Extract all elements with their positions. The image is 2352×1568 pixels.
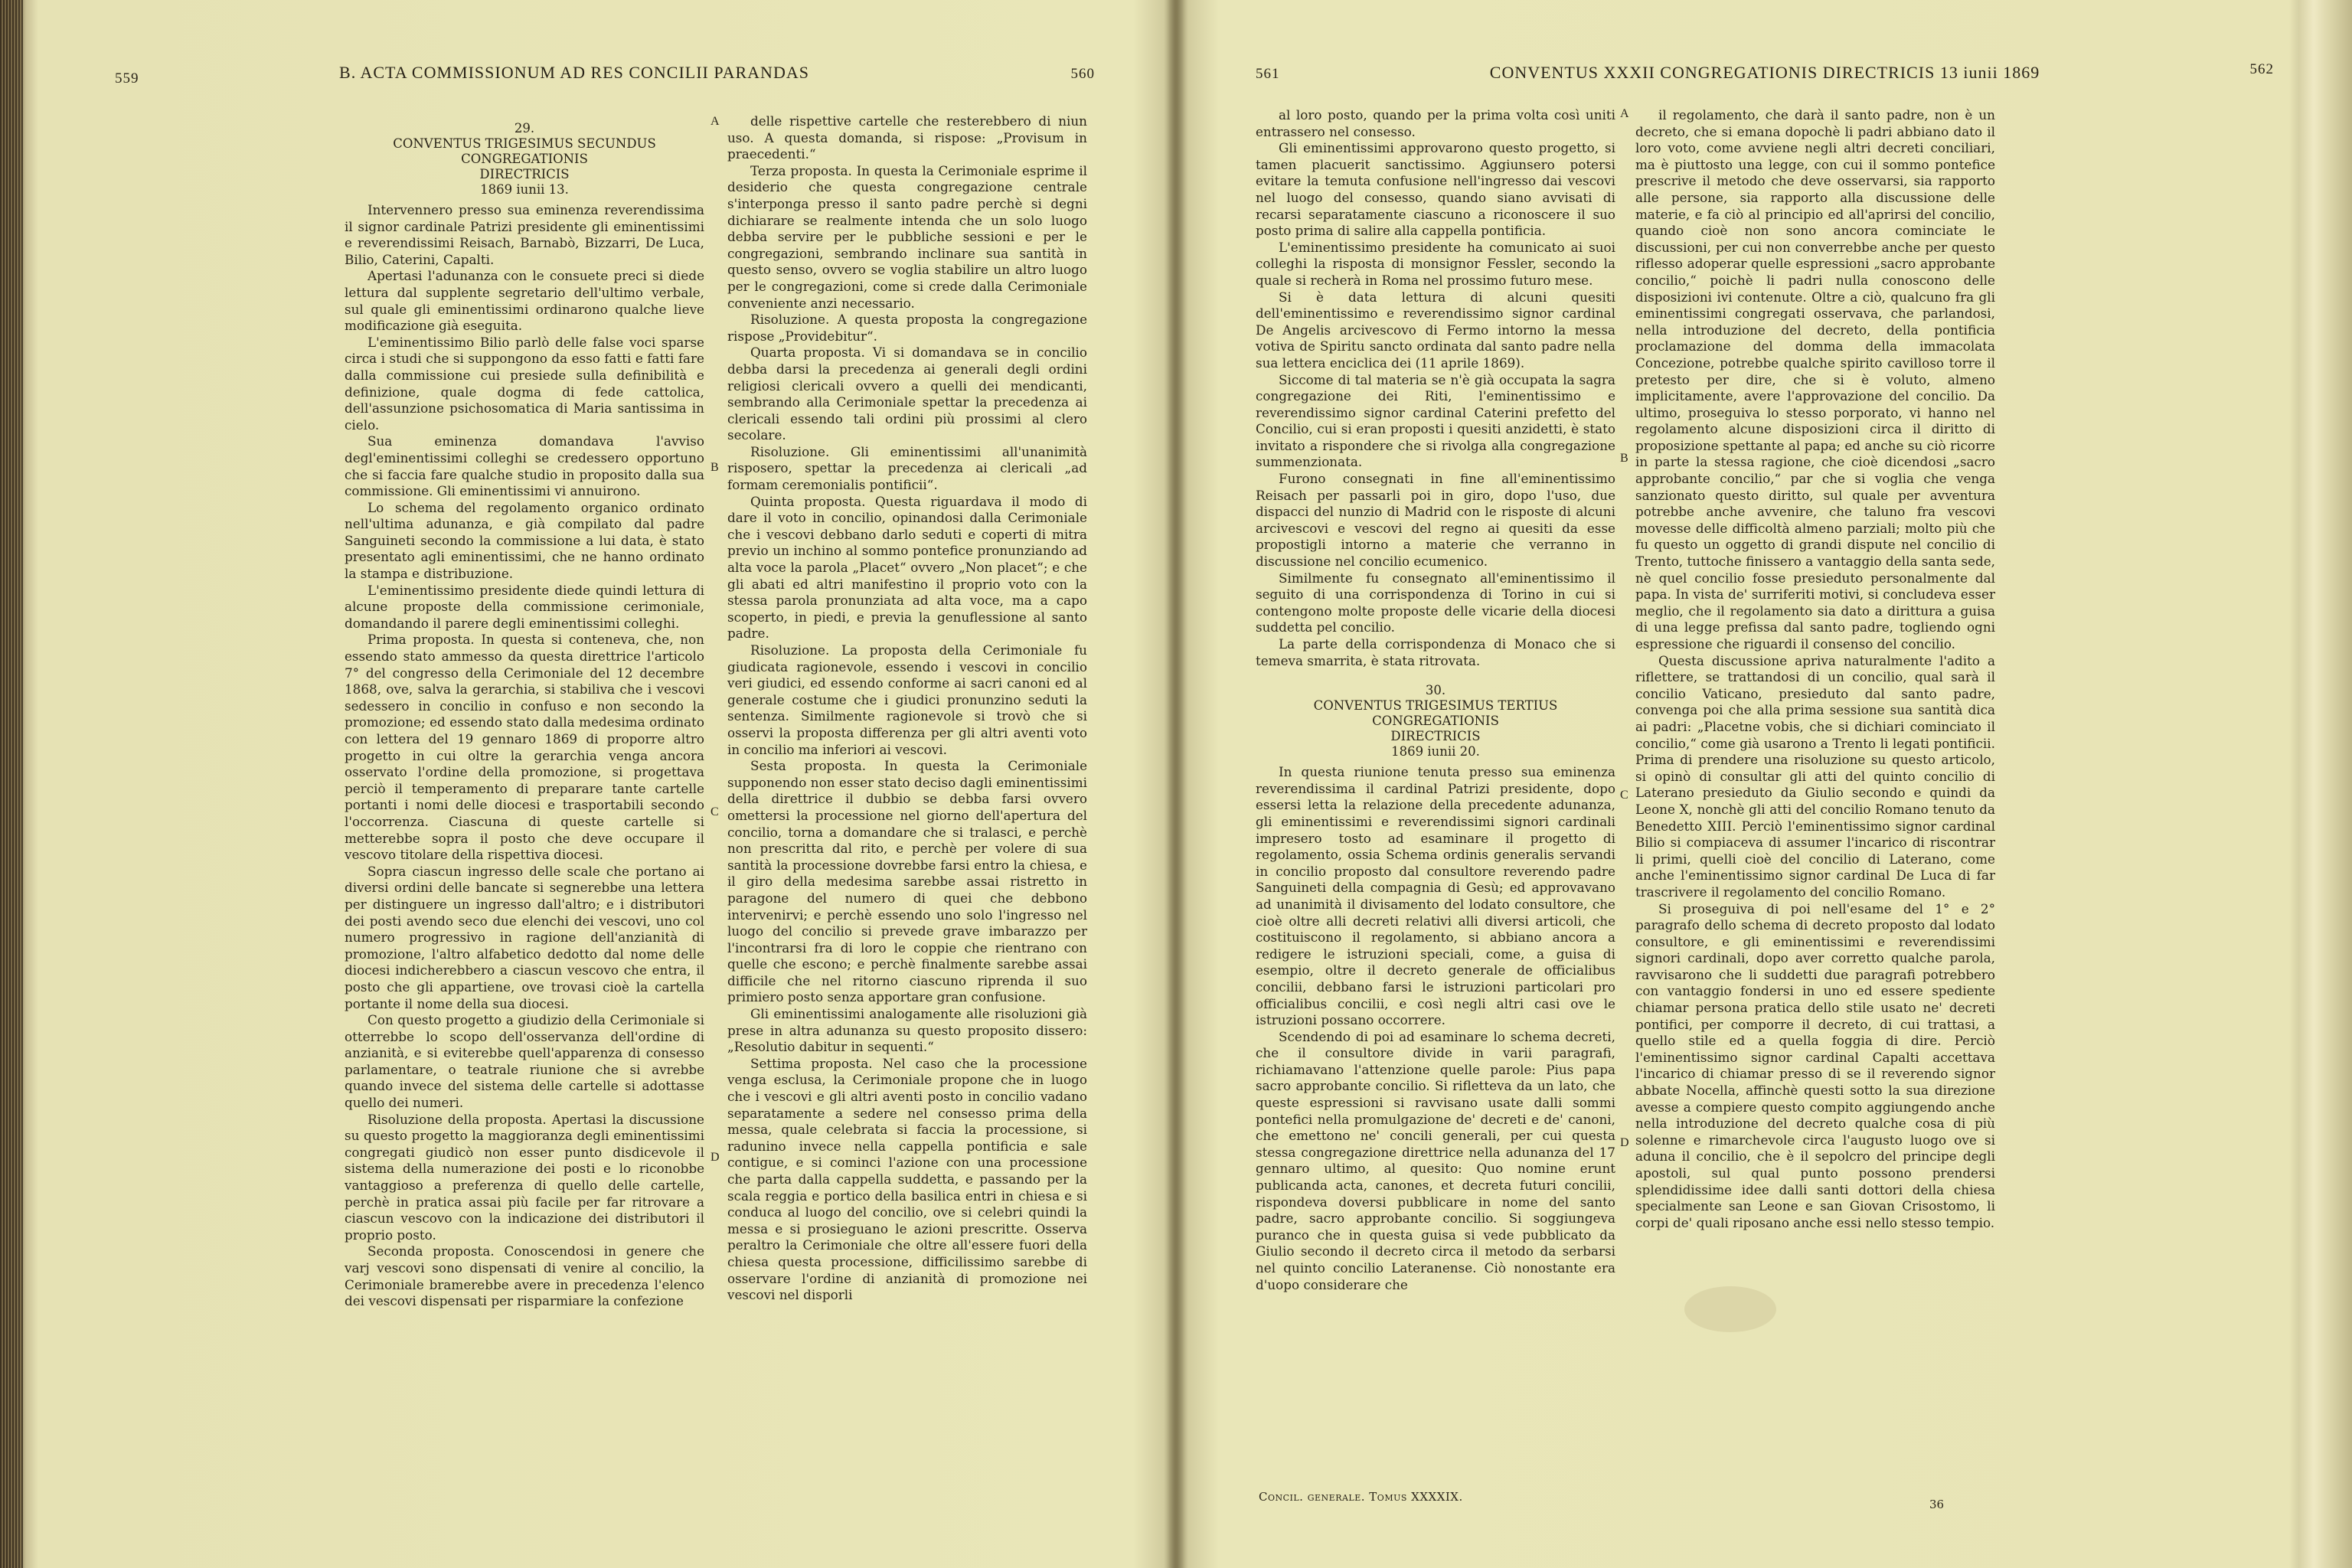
paragraph: Seconda proposta. Conoscendosi in genere che varj vescovi sono dispensati di venire al concilio, la Cerimoniale bramerebbe avere in precedenza l'elenco dei vescovi dispensati per risparmiare la confezione — [345, 1243, 704, 1309]
paragraph-list — [727, 113, 1087, 1304]
text-column-b — [727, 113, 1087, 1304]
footer-signature: Concil. generale. Tomus XXXXIX. — [1259, 1490, 1463, 1504]
paragraph: Sopra ciascun ingresso delle scale che portano ai diversi ordini delle bancate si segnerebbe una lettera per distinguere un ingresso dall'altro; e i distributori dei posti avendo seco due elenchi dei vescovi, uno col numero progressivo in ragione dell'anzianità di promozione, l'altro alfabetico dedotto dal nome delle diocesi indicherebbero a ciascun vescovo che entra, il posto che gli appartiene, ove trovasi cioè la cartella portante il nome della sua diocesi. — [345, 863, 704, 1011]
margin-letter: C — [710, 805, 719, 818]
paragraph: L'eminentissimo Bilio parlò delle false voci sparse circa i studi che si suppongono da esso fatti e fatti fare dalla commissione cui presiede sulla definibilità e definizione, quale dogma di fede cattolica, dell'assunzione psichosomatica di Maria santissima in cielo. — [345, 334, 704, 433]
paragraph: Si è data lettura di alcuni quesiti dell'eminentissimo e reverendissimo signor cardinal De Angelis arcivescovo di Fermo intorno la messa votiva de Spiritu sancto ordinata dal santo padre nella sua lettera enciclica dei (11 aprile 1869). — [1256, 289, 1615, 371]
margin-letter: B — [710, 461, 719, 474]
paragraph: Settima proposta. Nel caso che la processione venga esclusa, la Cerimoniale propone che in luogo che i vescovi e gli altri aventi posto in concilio vadano separatamente a sedere nel consesso prima della messa, quale celebrata si faccia la processione, si radunino invece nella cappella pontificia e sale contigue, e si cominci l'azione con una processione che parta dalla cappella suddetta, e passando per la scala reggia e portico della basilica entri in chiesa e si conduca al luogo del concilio, ove si celebri quindi la messa e si prosieguano le azioni prescritte. Osserva peraltro la Cerimoniale che oltre all'essere fuori della chiesa questa processione, difficilissimo sarebbe di osservare l'ordine di anzianità di promozione nei vescovi nel disporli — [727, 1055, 1087, 1303]
paragraph: La parte della corrispondenza di Monaco che si temeva smarrita, è stata ritrovata. — [1256, 636, 1615, 668]
paragraph: delle rispettive cartelle che resterebbero di niun uso. A questa domanda, si rispose: „Provisum in praecedenti.“ — [727, 113, 1087, 162]
paragraph: Risoluzione. Gli eminentissimi all'unanimità risposero, spettar la precedenza ai clericali „ad formam ceremonialis pontificii“. — [727, 443, 1087, 493]
text-column-a — [345, 113, 704, 1310]
margin-letter: D — [710, 1151, 720, 1164]
heading-date: 1869 iunii 20. — [1391, 744, 1480, 760]
paragraph: Furono consegnati in fine all'eminentissimo Reisach per passarli poi in giro, dopo l'uso, due dispacci del nunzio di Madrid con le risposte di alcuni arcivescovi e vescovi del regno ai quesiti da esse propostigli intorno a materie che verranno in discussione nel concilio ecumenico. — [1256, 471, 1615, 570]
margin-letter: A — [1620, 107, 1629, 120]
margin-letter: D — [1620, 1136, 1629, 1149]
paragraph: Quarta proposta. Vi si domandava se in concilio debba darsi la precedenza ai generali degli ordini religiosi clericali ovvero a quelli dei mendicanti, sembrando alla Cerimoniale spettar la precedenza ai clericali essendo tali ordini più prossimi al clero secolare. — [727, 345, 1087, 443]
book-gutter — [1164, 0, 1188, 1568]
paragraph: Si proseguiva di poi nell'esame del 1° e 2° paragrafo dello schema di decreto proposto dal lodato consultore, e gli eminentissimi e reverendissimi signori cardinali, dopo aver corretto qualche parola, ravvisarono che li suddetti due paragrafi potrebbero con vantaggio fondersi in uno ed essere spediente chiamar persona pratica dello stile usato ne' decreti pontifici, per comporre il decreto, di cui trattasi, a quello stile ed a quella foggia di dire. Perciò l'eminentissimo signor cardinal Capalti accettava l'incarico di chiamar presso di se il reverendo signor abbate Nocella, affinchè questi sotto la sua direzione avesse a compiere questo compito aggiungendo anche nella introduzione del decreto qualche cosa di più solenne e rimarchevole circa l'augusto luogo ove si aduna il concilio, che è il sepolcro del principe degli apostoli, sul qual punto possono prendersi splendidissime idee dalli santi dottori della chiesa specialmente san Leone e san Giovan Crisostomo, li corpi de' quali riposano anche essi nello stesso tempio. — [1635, 900, 1995, 1230]
right-page — [1240, 0, 2289, 1568]
paragraph: Sua eminenza domandava l'avviso degl'eminentissimi colleghi se credessero opportuno che si faccia fare qualche studio in proposito dalla sua commissione. Gli eminentissimi vi annuirono. — [345, 433, 704, 499]
paragraph: Questa discussione apriva naturalmente l'adito a riflettere, se trattandosi di un concilio, qual sarà il concilio Vaticano, presieduto dal santo padre, convenga poi che alla prima sessione sua santità dica ai padri: „Placetne vobis, che si dichiari cominciato il concilio,“ come già usarono a Trento li legati pontificii. Prima di prendere una risoluzione su questo articolo, si opinò di consultar gli atti del quinto concilio di Laterano presieduto da Giulio secondo e quindi da Leone X, nonchè gli atti del concilio Romano tenuto da Benedetto XIII. Perciò l'eminentissimo signor cardinal Bilio si compiaceva di assumer l'incarico di riscontrar li primi, quelli cioè del concilio di Laterano, come anche l'eminentissimo signor cardinal De Luca di far trascrivere il regolamento del concilio Romano. — [1635, 652, 1995, 900]
section-number: 29. — [514, 121, 535, 136]
paragraph: Risoluzione della proposta. Apertasi la discussione su questo progetto la maggioranza degli eminentissimi congregati giudicò non esser punto disdicevole il sistema della numerazione dei posti e lo riconobbe vantaggioso a preferenza di quello delle cartelle, perchè in pratica assai più facile per far ritrovare a ciascun vescovo con la indicazione dei distributori il proprio posto. — [345, 1111, 704, 1243]
book-edge-right — [2298, 0, 2352, 1568]
paragraph-list — [1635, 107, 1995, 1231]
paragraph: Gli eminentissimi approvarono questo progetto, si tamen placuerit sanctissimo. Aggiunsero potersi evitare la temuta confusione nell'ingresso dai vescovi nel luogo del consesso, quando siano avvisati di recarsi separatamente ciascuno a riconoscere il suo posto prima di salire alla cappella pontificia. — [1256, 140, 1615, 239]
book-edge-left — [0, 0, 23, 1568]
heading-line: CONVENTUS TRIGESIMUS SECUNDUS CONGREGATIONIS — [393, 136, 656, 166]
page-number: 560 — [1070, 66, 1095, 82]
paragraph: Risoluzione. La proposta della Cerimoniale fu giudicata ragionevole, essendo i vescovi in concilio veri giudici, ed essendo conforme ai sacri canoni ed al generale costume che i giudici pronunzino seduti la sentenza. Similmente ragionevole si trovò che si osservi la proposta differenza per gli altri aventi voto in concilio ma inferiori ai vescovi. — [727, 642, 1087, 757]
paragraph: Similmente fu consegnato all'eminentissimo il seguito di una corrispondenza di Torino in cui si contengono molte proposte delle vicarie della diocesi suddetta pel concilio. — [1256, 570, 1615, 635]
paragraph: Siccome di tal materia se n'è già occupata la sagra congregazione dei Riti, l'eminentissimo e reverendissimo signor cardinal Caterini prefetto del Concilio, cui si eran proposti i quesiti anzidetti, è stato invitato a rispondere che si rivolga alla congregazione summenzionata. — [1256, 371, 1615, 470]
paragraph: L'eminentissimo presidente ha comunicato ai suoi colleghi la risposta di monsignor Fessler, secondo la quale si recherà in Roma nel prossimo futuro mese. — [1256, 239, 1615, 288]
right-running-head — [1256, 57, 2274, 87]
heading-date: 1869 iunii 13. — [480, 182, 569, 197]
left-running-head — [115, 57, 1095, 87]
heading-line: DIRECTRICIS — [1390, 729, 1481, 744]
running-title: B. ACTA COMMISSIONUM AD RES CONCILII PARANDAS — [339, 63, 809, 82]
section-heading — [345, 121, 704, 198]
left-page — [46, 0, 1102, 1568]
paragraph: Prima proposta. In questa si conteneva, che, non essendo stato ammesso da questa direttrice l'articolo 7° del congresso della Cerimoniale del 12 decembre 1868, ove, salva la gerarchia, si stabiliva che i vescovi sedessero in concilio in confuso e non secondo la promozione; ed essendo stato dalla medesima ordinato con lettera del 19 gennaro 1869 di proporre altro progetto in cui oltre la gerarchia venga ancora osservato l'ordine della promozione, si progettava perciò il temperamento di preparare tante cartelle portanti i nomi delle diocesi e trasportabili secondo l'occorrenza. Ciascuna di queste cartelle si metterebbe sopra il posto che deve occupare il vescovo titolare della rispettiva diocesi. — [345, 632, 704, 863]
running-title: CONVENTUS XXXII CONGREGATIONIS DIRECTRICIS 13 iunii 1869 — [1489, 63, 2040, 82]
paragraph: Gli eminentissimi analogamente alle risoluzioni già prese in altra adunanza su questo proposito dissero: „Resolutio dabitur in sequenti.“ — [727, 1006, 1087, 1055]
paragraph-list — [345, 202, 704, 1310]
margin-letter: B — [1620, 452, 1628, 465]
paragraph: Sesta proposta. In questa la Cerimoniale supponendo non esser stato deciso dagli eminentissimi della direttrice il dubbio se debba farsi ovvero omettersi la processione nel giorno dell'apertura del concilio, torna a domandare che si tralasci, e perchè non prescritta dal rito, e perchè per volere di sua santità la processione dovrebbe farsi entro la chiesa, e il giro della medesima sarebbe assai ristretto in paragone del numero di quei che debbono intervenirvi; e perchè essendo uno solo l'ingresso nel luogo del concilio si prevede grave imbarazzo per l'incontrarsi fra di loro le coppie che rientrano con quelle che escono; e perchè finalmente sarebbe assai difficile che nel ritorno ciascuno riprenda il suo primiero posto senza apportare gran confusione. — [727, 758, 1087, 1005]
paragraph: Lo schema del regolamento organico ordinato nell'ultima adunanza, e già compilato dal padre Sanguineti secondo la commissione a lui data, è stato presentato agli eminentissimi, che ne hanno ordinato la stampa e distribuzione. — [345, 499, 704, 582]
sheet-number: 36 — [1929, 1498, 1945, 1511]
paragraph: L'eminentissimo presidente diede quindi lettura di alcune proposte della commissione cerimoniale, domandando il parere degli eminentissimi colleghi. — [345, 582, 704, 631]
text-column-c — [1256, 107, 1615, 1293]
heading-line: DIRECTRICIS — [479, 167, 570, 181]
page-number: 559 — [115, 70, 139, 87]
section-heading — [1256, 683, 1615, 760]
paper-stain — [1684, 1286, 1776, 1332]
paragraph: Intervennero presso sua eminenza reverendissima il signor cardinale Patrizi presidente gli eminentissimi e reverendissimi Reisach, Barnabò, Bizzarri, De Luca, Bilio, Caterini, Capalti. — [345, 202, 704, 267]
page-number: 562 — [2249, 61, 2274, 77]
paragraph-list — [1256, 764, 1615, 1293]
paragraph: il regolamento, che darà il santo padre, non è un decreto, che si emana dopochè li padri abbiano dato il loro voto, come avviene negli altri decreti conciliari, ma è piuttosto una legge, con cui il sommo pontefice prescrive il metodo che deve osservarsi, sia rapporto alle persone, sia rapporto alla discussione delle materie, e fa ciò al principio ed all'aprirsi del concilio, quando cioè non sono ancora cominciate le discussioni, per cui non converrebbe anche per questo riflesso adoperar quelle espressioni „sacro approbante concilio,“ poichè li padri nulla conoscono delle disposizioni ivi contenute. Oltre a ciò, qualcuno fra gli eminentissimi congregati osservava, che parlandosi, nella introduzione del decreto, della pontificia proclamazione del domma della immacolata Concezione, potrebbe qualche spirito cavilloso torre il pretesto per dire, che si è voluto, almeno implicitamente, avere l'approvazione del concilio. Da ultimo, proseguiva lo stesso porporato, vi hanno nel regolamento alcune disposizioni circa il diritto di proposizione spettante al papa; ed anche su ciò ricorre in parte la stessa ragione, che cioè dicendosi „sacro approbante concilio,“ par che si voglia che venga sanzionato questo diritto, sul quale per avventura potrebbe anche avvenire, che taluno fra vescovi movesse delle difficoltà almeno parziali; molto più che fu questo un oggetto di grandi dispute nel concilio di Trento, tuttoche finissero a vantaggio della santa sede, nè quel concilio fosse presieduto personalmente dal papa. In vista de' surriferiti motivi, si concludeva esser meglio, che il regolamento sia dato a dirittura a guisa di una legge prefissa dal santo padre, togliendo ogni espressione che riguardi il consenso del concilio. — [1635, 107, 1995, 652]
page-number: 561 — [1256, 66, 1280, 82]
section-number: 30. — [1425, 683, 1446, 698]
paragraph: Con questo progetto a giudizio della Cerimoniale si otterrebbe lo scopo dell'osservanza dell'ordine di anzianità, e si eviterebbe quell'apparenza di consesso parlamentare, o teatrale riunione che si avrebbe quando invece del sistema delle cartelle si adottasse quello dei numeri. — [345, 1012, 704, 1111]
margin-letter: C — [1620, 789, 1628, 802]
heading-line: CONVENTUS TRIGESIMUS TERTIUS CONGREGATIONIS — [1313, 698, 1558, 729]
paragraph: In questa riunione tenuta presso sua eminenza reverendissima il cardinal Patrizi presidente, dopo essersi letta la relazione della precedente adunanza, gli eminentissimi e reverendissimi signori cardinali impresero tosto ad esaminare il progetto di regolamento, ossia Schema ordinis generalis servandi in concilio proposto dal consultore reverendo padre Sanguineti della compagnia di Gesù; ed approvavano ad unanimità il divisamento del lodato consultore, che cioè oltre alli decreti relativi alli diversi articoli, che costituiscono il regolamento, si abbiano ancora a redigere le istruzioni speciali, come, a guisa di esempio, oltre il decreto generale de officialibus concilii, debbano farsi le istruzioni particolari pro officialibus concilii, e così negli altri casi ove le istruzioni possano occorrere. — [1256, 764, 1615, 1028]
paragraph: Risoluzione. A questa proposta la congregazione rispose „Providebitur“. — [727, 312, 1087, 344]
paragraph-list — [1256, 107, 1615, 669]
text-column-d — [1635, 107, 1995, 1231]
paragraph: Scendendo di poi ad esaminare lo schema decreti, che il consultore divide in varii paragrafi, richiamavano l'attenzione quelle parole: Pius papa sacro approbante concilio. Si rifletteva da un lato, che queste espressioni si ravvisano usate dalli sommi pontefici nella promulgazione de' decreti e de' canoni, che emettono ne' concili generali, per cui questa stessa congregazione direttrice nella adunanza del 17 gennaro ultimo, al quesito: Quo nomine erunt publicanda acta, canones, et decreta futuri concilii, rispondeva doversi pubblicare in nome del santo padre, sacro approbante concilio. Si soggiungeva puranco che in questa guisa si vede pubblicato da Giulio secondo il decreto circa il metodo da serbarsi nel quinto concilio Lateranense. Ciò nonostante era d'uopo considerare che — [1256, 1028, 1615, 1292]
paragraph: Apertasi l'adunanza con le consuete preci si diede lettura dal supplente segretario dell'ultimo verbale, sul quale gli eminentissimi ordinarono qualche lieve modificazione già eseguita. — [345, 268, 704, 334]
paragraph: Terza proposta. In questa la Cerimoniale esprime il desiderio che questa congregazione centrale s'interponga presso il santo padre perchè si degni dichiarare se realmente intenda che un solo luogo debba servire per le pubbliche sessioni e per le congregazioni, sembrando inclinare sua santità in questo senso, ovvero se voglia stabilire un altro luogo per le congregazioni, come si crede dalla Cerimoniale conveniente anzi necessario. — [727, 162, 1087, 311]
paragraph: Quinta proposta. Questa riguardava il modo di dare il voto in concilio, opinandosi dalla Cerimoniale che i vescovi debbano darlo seduti e coperti di mitra previo un inchino al sommo pontefice pronunziando ad alta voce la parola „Placet“ ovvero „Non placet“; e che gli abati ed altri manifestino il proprio voto con la stessa parola pronunziata ad alta voce, ma a capo scoperto, in piedi, e previa la genuflessione al santo padre. — [727, 493, 1087, 642]
margin-letter: A — [710, 115, 720, 128]
paragraph: al loro posto, quando per la prima volta così uniti entrassero nel consesso. — [1256, 107, 1615, 139]
